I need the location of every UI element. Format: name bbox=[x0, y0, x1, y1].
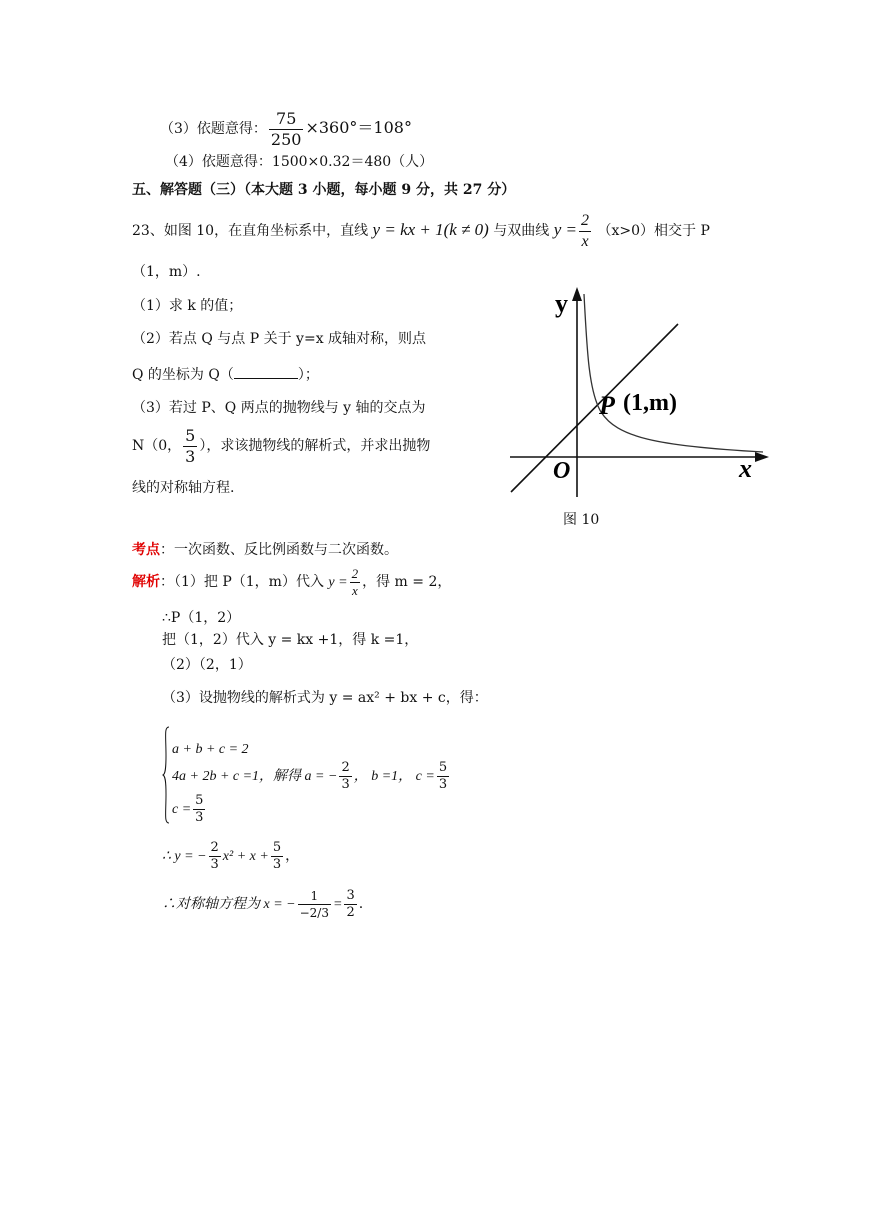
system-eq3-a: c = bbox=[172, 802, 192, 817]
q22-line4: （4）依题意得：1500×0.32＝480（人） bbox=[165, 154, 434, 170]
jiexi-line2: ∴P（1，2） bbox=[162, 610, 241, 626]
system-eq2-b: ， b =1， c = bbox=[353, 769, 435, 784]
fraction-5-3 bbox=[183, 426, 197, 467]
q23-part3c: 线的对称轴方程. bbox=[132, 480, 235, 496]
fraction-3-2 bbox=[344, 888, 356, 921]
frac-num: 5 bbox=[195, 792, 204, 808]
fraction-neg-2-3 bbox=[209, 840, 221, 873]
q23-part3b bbox=[132, 424, 430, 468]
q23-intro bbox=[132, 208, 710, 253]
result-axis bbox=[162, 884, 363, 925]
frac-num: 2 bbox=[210, 839, 219, 855]
result-parabola-b: x² + x + bbox=[222, 849, 269, 864]
frac-den: 3 bbox=[185, 446, 196, 466]
origin-label: O bbox=[553, 458, 571, 484]
kaodian-label: 考点 bbox=[132, 542, 160, 558]
frac-den: 2 bbox=[346, 904, 355, 920]
frac-num: 5 bbox=[185, 425, 196, 445]
hyperbola-fraction bbox=[579, 211, 591, 252]
q23-part2a: （2）若点 Q 与点 P 关于 y=x 成轴对称，则点 bbox=[132, 331, 427, 347]
q23-part2b bbox=[132, 364, 319, 385]
q23-part3b-suffix: ），求该抛物线的解析式，并求出抛物 bbox=[199, 438, 431, 454]
line-equation: y = kx + 1(k ≠ 0) bbox=[372, 220, 489, 239]
frac-num: 5 bbox=[272, 839, 282, 855]
result-parabola-a: ∴ y = − bbox=[162, 849, 207, 864]
q22-line3 bbox=[160, 104, 412, 153]
system-brace bbox=[162, 726, 170, 824]
result-axis-eq: = bbox=[332, 897, 343, 912]
result-parabola bbox=[162, 836, 299, 877]
frac-num: 2 bbox=[579, 211, 591, 232]
fraction-c bbox=[437, 760, 449, 793]
frac-den: 3 bbox=[210, 856, 219, 872]
frac-den: 3 bbox=[341, 776, 350, 792]
section-header: 五、解答题（三）（本大题 3 小题，每小题 9 分，共 27 分） bbox=[132, 182, 516, 198]
frac-den: 250 bbox=[270, 129, 302, 149]
jiexi-label: 解析 bbox=[132, 574, 160, 590]
frac-num: 3 bbox=[346, 887, 355, 903]
q23-intro-c: （x>0）相交于 P bbox=[597, 223, 710, 239]
jiexi-l1-y: y = bbox=[328, 575, 348, 590]
jiexi-line5: （3）设抛物线的解析式为 y = ax² + bx + c，得： bbox=[162, 690, 488, 706]
frac-den: 3 bbox=[438, 776, 448, 792]
jiexi-l1-a: ：（1）把 P（1，m）代入 bbox=[160, 574, 324, 590]
frac-den: x bbox=[351, 582, 358, 598]
kaodian-line bbox=[132, 540, 398, 560]
frac-num: 1 bbox=[298, 888, 331, 905]
jiexi-line1 bbox=[132, 562, 451, 603]
q23-part3b-prefix: N（0， bbox=[132, 438, 182, 454]
answer-blank bbox=[234, 364, 298, 379]
q23-intro-a: 23、如图 10，在直角坐标系中，直线 bbox=[132, 223, 369, 239]
result-axis-a: ∴对称轴方程为 x = − bbox=[162, 897, 296, 912]
fraction-75-250 bbox=[269, 109, 304, 150]
frac-den: −2/3 bbox=[299, 905, 329, 920]
system-eq2 bbox=[172, 756, 451, 797]
fraction-a bbox=[339, 760, 351, 793]
q23-part1: （1）求 k 的值； bbox=[132, 298, 243, 314]
frac-den: 3 bbox=[195, 809, 204, 825]
system-eq2-a: 4a + 2b + c =1，解得 a = − bbox=[172, 769, 338, 784]
fraction-5-3-result bbox=[271, 840, 283, 873]
q22-line3-prefix: （3）依题意得： bbox=[160, 121, 267, 137]
jiexi-l1-b: ，得 m = 2， bbox=[362, 574, 452, 590]
q23-part2b-prefix: Q 的坐标为 Q（ bbox=[132, 367, 234, 383]
frac-num: 5 bbox=[438, 759, 448, 775]
result-parabola-c: ， bbox=[285, 848, 300, 864]
q22-line3-suffix: ×360°＝108° bbox=[305, 118, 412, 137]
y-axis-label: y bbox=[555, 289, 568, 318]
x-axis-arrow bbox=[755, 452, 769, 462]
frac-num: 2 bbox=[341, 759, 350, 775]
jiexi-line3: 把（1，2）代入 y = kx +1，得 k =1， bbox=[162, 632, 419, 648]
fraction-2-x bbox=[350, 566, 361, 599]
frac-den: 3 bbox=[272, 856, 282, 872]
hyperbola-y: y = bbox=[553, 220, 578, 239]
kaodian-text: ：一次函数、反比例函数与二次函数。 bbox=[160, 542, 398, 558]
figure-10 bbox=[505, 282, 775, 504]
hyperbola-graph bbox=[584, 294, 763, 452]
system-eq3 bbox=[172, 789, 207, 830]
fraction-axis bbox=[298, 888, 331, 921]
y-axis-arrow bbox=[572, 287, 582, 301]
frac-den: x bbox=[581, 232, 589, 250]
frac-num: 75 bbox=[269, 109, 304, 130]
system-eq1: a + b + c = 2 bbox=[172, 742, 249, 757]
fraction-c-eq bbox=[193, 793, 205, 826]
x-axis-label: x bbox=[739, 454, 752, 483]
jiexi-line4: （2）（2，1） bbox=[162, 657, 252, 673]
point-p-label: P bbox=[599, 391, 615, 420]
q23-intro-d: （1，m）. bbox=[132, 264, 201, 280]
q23-intro-b: 与双曲线 bbox=[493, 223, 550, 239]
figure-caption: 图 10 bbox=[563, 512, 600, 528]
point-p-coords: (1,m) bbox=[623, 390, 677, 416]
q23-part2b-suffix: ）； bbox=[297, 367, 319, 383]
result-axis-c: . bbox=[358, 896, 364, 912]
frac-num: 2 bbox=[351, 565, 359, 581]
q23-part3a: （3）若过 P、Q 两点的抛物线与 y 轴的交点为 bbox=[132, 400, 426, 416]
